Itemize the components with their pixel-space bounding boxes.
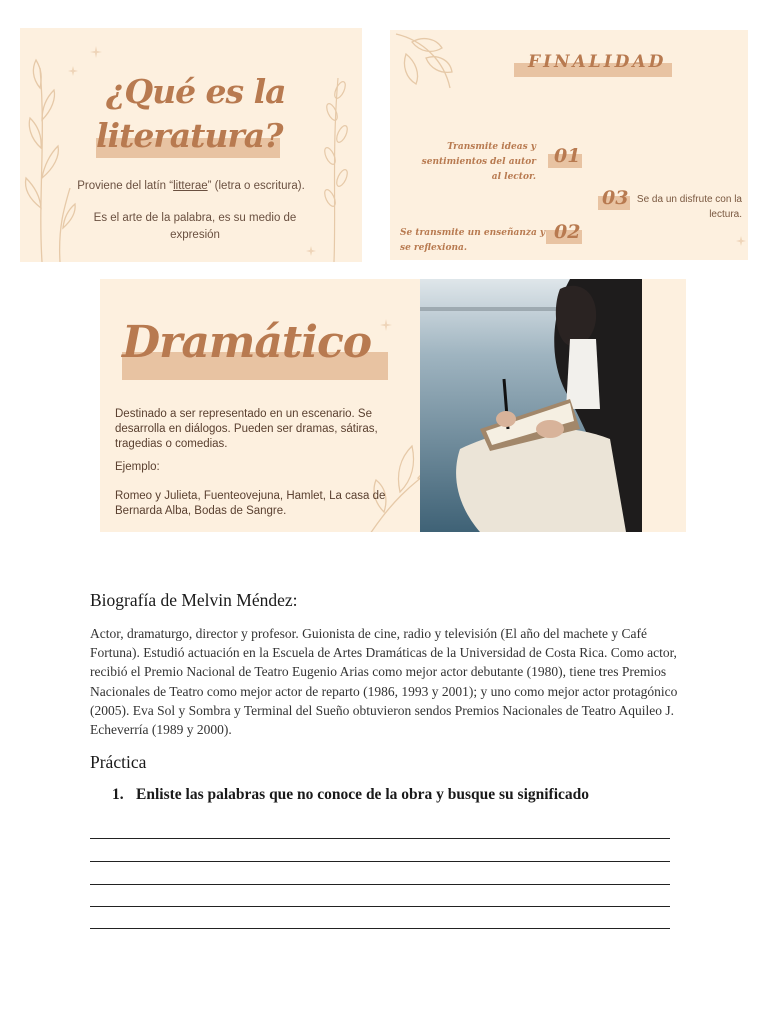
photo-woman-writing (420, 279, 642, 532)
answer-line[interactable] (90, 906, 670, 907)
origin-word: litterae (173, 180, 208, 192)
purpose-1-number: 01 (554, 145, 581, 167)
sparkle-icon (68, 66, 78, 76)
sparkle-icon (380, 319, 392, 331)
question-1-number: 1. (112, 786, 124, 803)
example-label: Ejemplo: (115, 461, 160, 473)
bio-text: Actor, dramaturgo, director y profesor. Guionista de cine, radio y televisión (El año del machete y Café Fortuna). Estudió actuación en la Escuela de Artes Dramáticas de la Universidad de Costa Rica. Como actor, recibió el Premio Nacional de Teatro Eugenio Arias como mejor actor debutante (1980), tiene tres Premios Nacionales de Teatro como mejor actor de reparto (1986, 1993 y 2001); y uno como mejor actor protagónico (2005). Eva Sol y Sombra y Terminal del Sueño obtuvieron sendos Premios Nacionales de Teatro Aquileo J. Echeverría (1989 y 2000). (90, 626, 678, 738)
slide-finalidad (390, 30, 748, 260)
slide-que-es-literatura (20, 28, 362, 262)
slide-title: FINALIDAD (528, 52, 667, 72)
slide-title-line2-text: literatura? (96, 116, 283, 155)
bio-heading: Biografía de Melvin Méndez: (90, 590, 298, 610)
slide-dramatico (100, 279, 686, 532)
example-text: Romeo y Julieta, Fuenteovejuna, Hamlet, La casa de Bernarda Alba, Bodas de Sangre. (115, 490, 386, 517)
question-1 (112, 786, 589, 804)
slide-title: Dramático (122, 317, 372, 368)
purpose-2-text: Se transmite un enseñanza y se reflexiona. (400, 228, 546, 253)
purpose-1-text: Transmite ideas y sentimientos del autor al lector. (421, 142, 536, 182)
sparkle-icon (306, 246, 316, 256)
origin-text (20, 180, 362, 192)
wheat-branch-right-icon (312, 28, 362, 262)
definition-text: Es el arte de la palabra, es su medio de expresión (93, 212, 297, 241)
answer-line[interactable] (90, 928, 670, 929)
genre-description (115, 407, 395, 519)
leaf-icon (392, 30, 462, 100)
slide-title-line2 (96, 116, 282, 155)
practice-heading: Práctica (90, 752, 147, 772)
answer-line[interactable] (90, 861, 670, 862)
question-1-text: Enliste las palabras que no conoce de la obra y busque su significado (136, 786, 590, 803)
leaf-branch-left-icon (20, 28, 80, 262)
origin-suffix: ” (letra o escritura). (207, 180, 305, 192)
sparkle-icon (90, 46, 102, 58)
slide-title-line1: ¿Qué es la (106, 72, 286, 111)
description-text: Destinado a ser representado en un escenario. Se desarrolla en diálogos. Pueden ser dramas, sátiras, tragedias o comedias. (115, 408, 378, 450)
answer-line[interactable] (90, 838, 670, 839)
sparkle-icon (736, 236, 746, 246)
origin-prefix: Proviene del latín “ (77, 180, 174, 192)
purpose-2-number: 02 (554, 221, 581, 243)
answer-line[interactable] (90, 884, 670, 885)
purpose-3-number: 03 (602, 187, 629, 209)
purpose-3-text: Se da un disfrute con la lectura. (636, 194, 742, 220)
